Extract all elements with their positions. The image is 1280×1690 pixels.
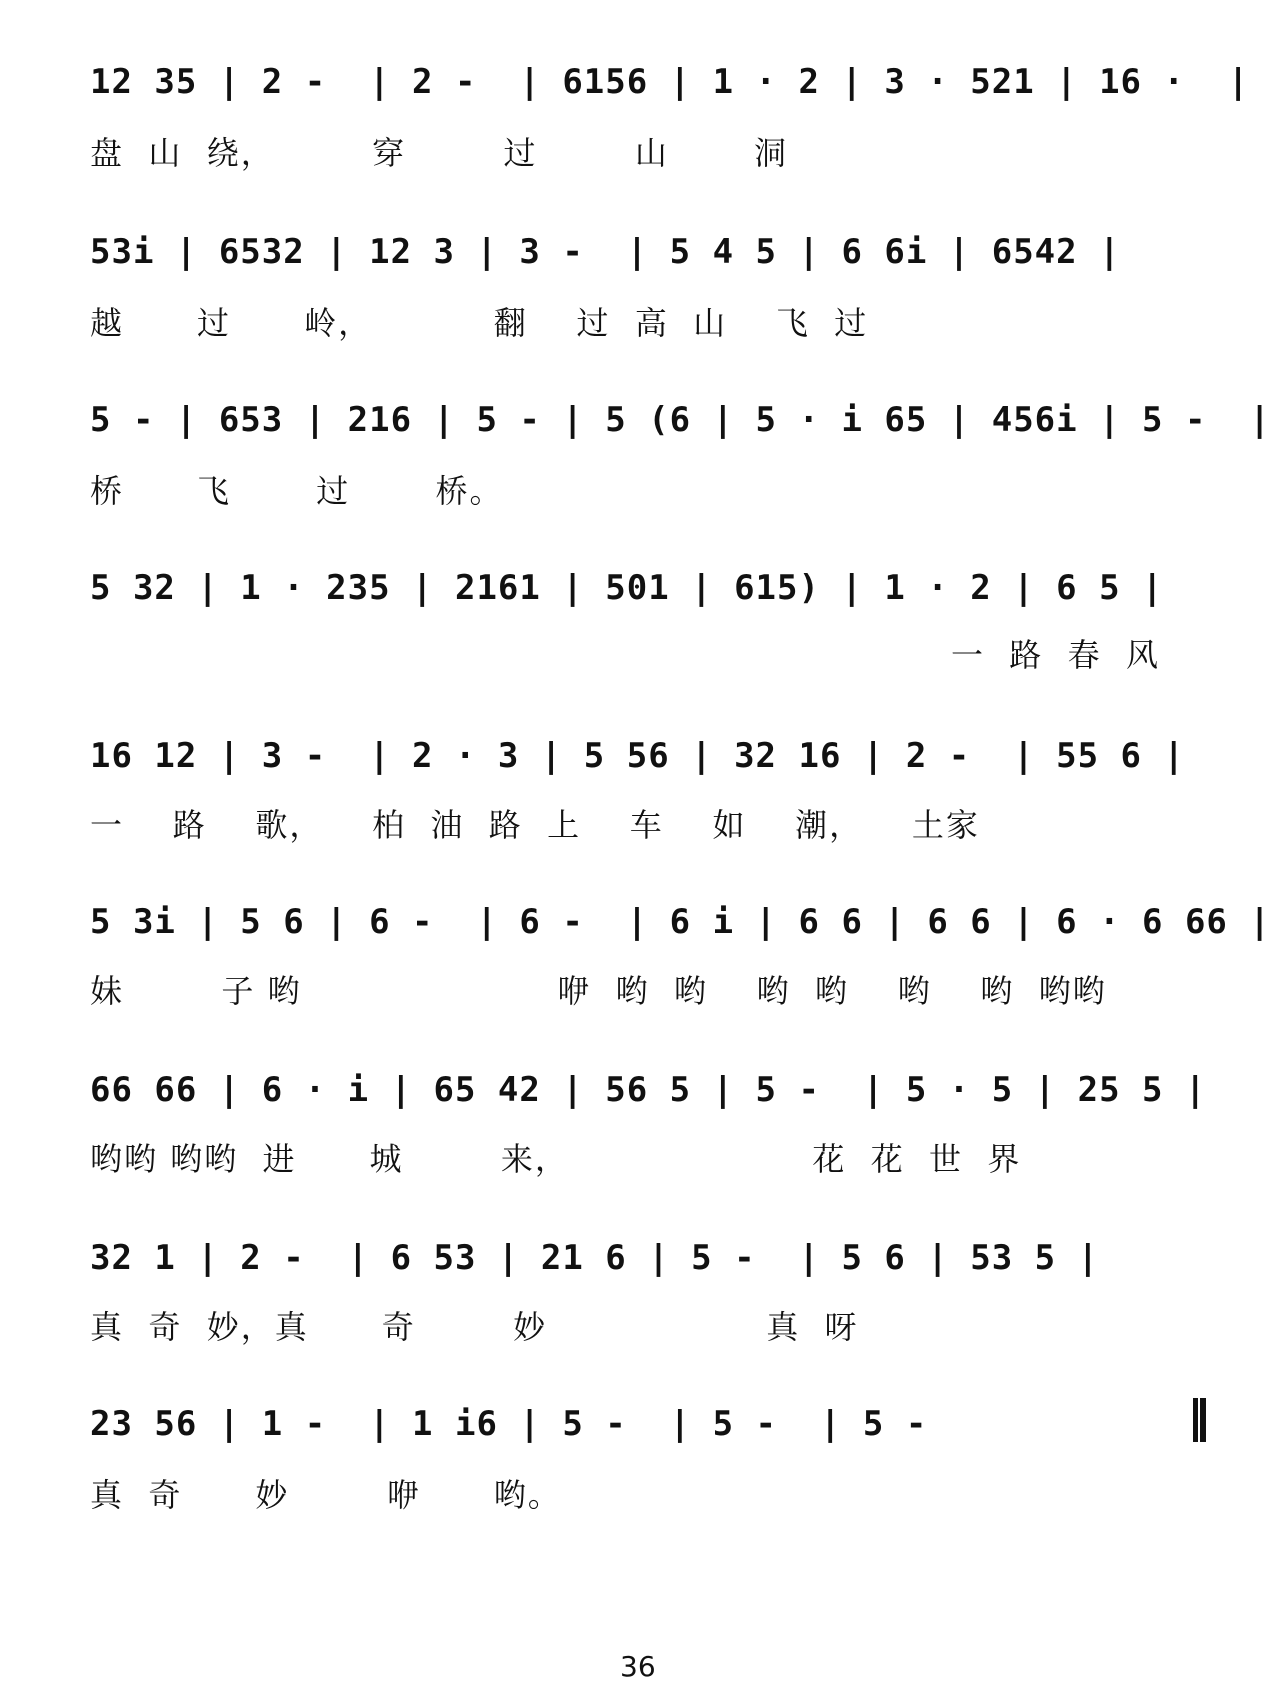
notation-system-6: 5 3i | 5 6 | 6 - | 6 - | 6 i | 6 6 | 6 6 | 6 · 6 66 | xyxy=(90,902,1271,942)
lyrics-system-7: 哟哟 哟哟 进 城 来， 花 花 世 界 xyxy=(90,1140,1022,1178)
notation-system-5: 16 12 | 3 - | 2 · 3 | 5 56 | 32 16 | 2 - | 55 6 | xyxy=(90,736,1185,776)
lyrics-system-3: 桥 飞 过 桥。 xyxy=(90,472,504,510)
notation-system-3: 5 - | 653 | 216 | 5 - | 5 (6 | 5 · i 65 | 456i | 5 - | xyxy=(90,400,1271,440)
lyrics-system-4: 一 路 春 风 xyxy=(950,636,1160,674)
lyrics-system-8: 真 奇 妙，真 奇 妙 真 呀 xyxy=(90,1308,859,1346)
notation-system-4: 5 32 | 1 · 235 | 2161 | 501 | 615) | 1 · 2 | 6 5 | xyxy=(90,568,1164,608)
page-number: 36 xyxy=(620,1650,656,1683)
notation-system-1: 12 35 | 2 - | 2 - | 6156 | 1 · 2 | 3 · 521 | 16 · | xyxy=(90,62,1250,102)
notation-system-7: 66 66 | 6 · i | 65 42 | 56 5 | 5 - | 5 · 5 | 25 5 | xyxy=(90,1070,1207,1110)
notation-system-8: 32 1 | 2 - | 6 53 | 21 6 | 5 - | 5 6 | 53 5 | xyxy=(90,1238,1100,1278)
notation-system-9: 23 56 | 1 - | 1 i6 | 5 - | 5 - | 5 - xyxy=(90,1404,928,1444)
lyrics-system-9: 真 奇 妙 咿 哟。 xyxy=(90,1476,562,1514)
lyrics-system-2: 越 过 岭， 翻 过 高 山 飞 过 xyxy=(90,304,869,342)
notation-system-2: 53i | 6532 | 12 3 | 3 - | 5 4 5 | 6 6i | 6542 | xyxy=(90,232,1121,272)
lyrics-system-5: 一 路 歌， 柏 油 路 上 车 如 潮， 土家 xyxy=(90,806,980,844)
final-barline xyxy=(1193,1398,1198,1442)
lyrics-system-6: 妹 子 哟 咿 哟 哟 哟 哟 哟 哟 哟哟 xyxy=(90,972,1107,1010)
lyrics-system-1: 盘 山 绕， 穿 过 山 洞 xyxy=(90,134,789,172)
